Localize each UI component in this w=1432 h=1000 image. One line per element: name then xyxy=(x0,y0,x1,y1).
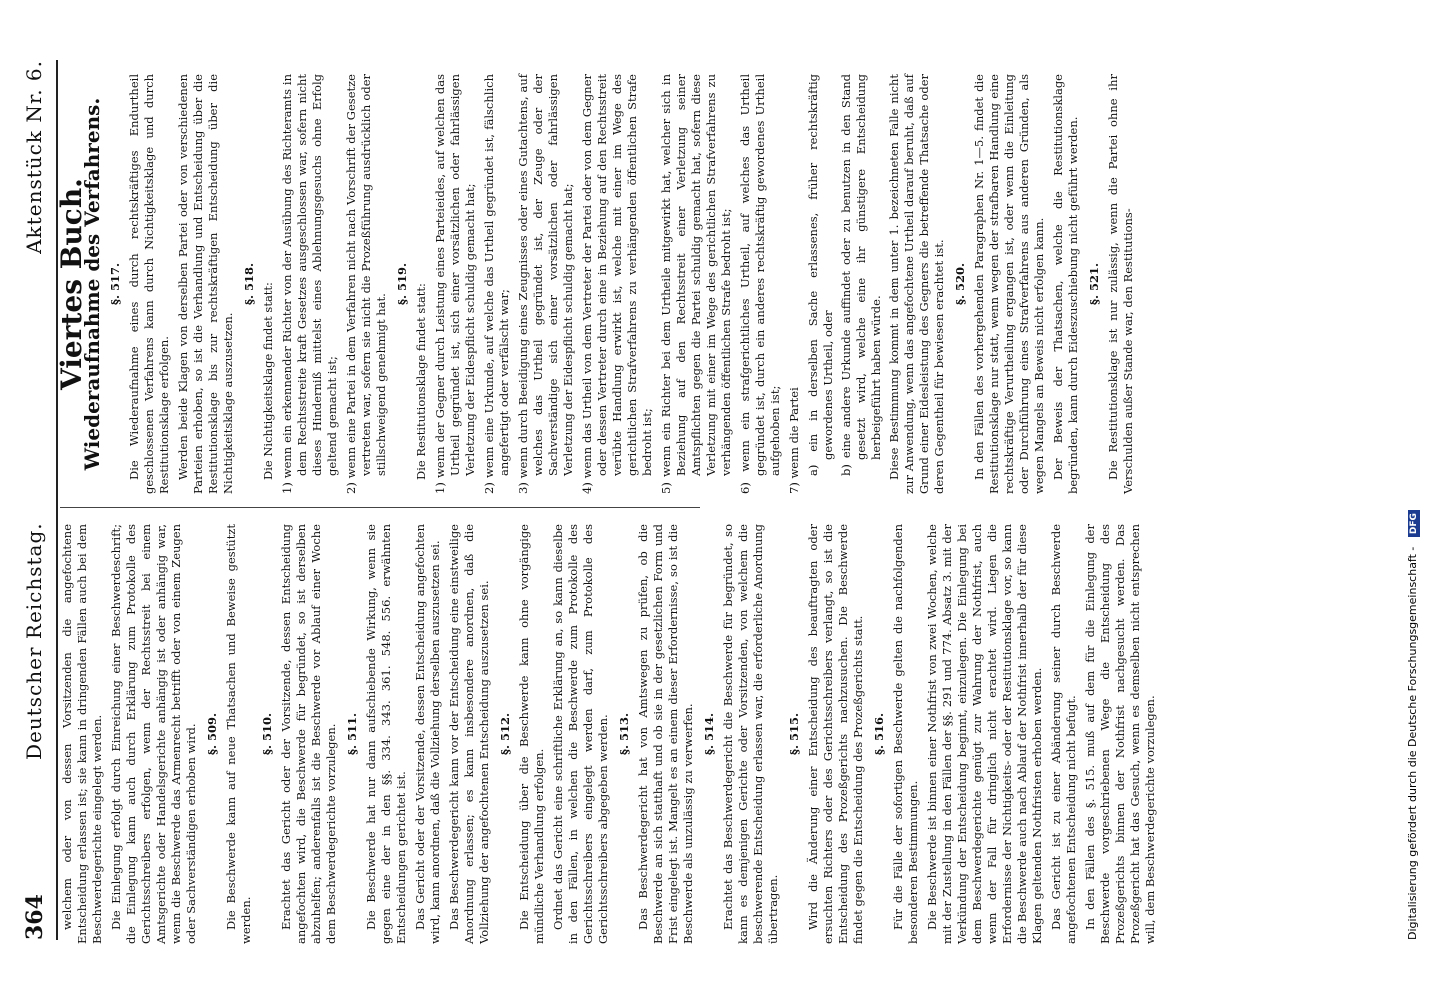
paragraph: Die Nichtigkeitsklage findet statt: xyxy=(261,282,275,480)
paragraph: Erachtet das Gericht oder der Vorsitzende, dessen Entscheidung angefochten wird, die Beschwerde für begründet, so ist derselben abzuhelfen; anderenfalls ist die Beschwerde vor Ablauf einer Woche dem Beschwerdegerichte vorzulegen. xyxy=(279,524,338,944)
sublist xyxy=(806,74,884,476)
running-title: Deutscher Reichstag. xyxy=(22,522,46,760)
list-item: 3) wenn durch Beeidigung eines Zeugnisses oder eines Gutachtens, auf welches das Urtheil gegründet ist, der Zeuge oder der Sachverständige sich einer vorsätzlichen oder fahrlässigen Verletzung der Eidespflicht schuldig gemacht hat; xyxy=(516,74,575,494)
sublist-item: a) ein in derselben Sache erlassenes, früher rechtskräftig gewordenes Urtheil, oder xyxy=(806,74,835,476)
paragraph: Das Gericht ist zu einer Abänderung seiner durch Beschwerde angefochtenen Entscheidung nicht befugt. xyxy=(1049,524,1078,944)
list-item: 5) wenn ein Richter bei dem Urtheile mitgewirkt hat, welcher sich in Beziehung auf den Rechtsstreit einer Verletzung seiner Amtspflichten gegen die Partei schuldig gemacht hat, sofern diese Verletzung mit einer im Wege des gerichtlichen Strafverfahrens zu verhängenden öffentlichen Strafe bedroht ist; xyxy=(659,74,733,494)
digitization-credit xyxy=(1406,60,1420,940)
paragraph: Diese Bestimmung kommt in dem unter 1. bezeichneten Falle nicht zur Anwendung, wenn das angefochtene Urtheil darauf beruht, daß auf Grund einer Eidesleistung des Gegners die betreffende Thatsache oder deren Gegentheil für bewiesen erachtet ist. xyxy=(887,74,946,494)
book-subtitle: Wiederaufnahme des Verfahrens. xyxy=(80,97,104,471)
paragraph: Werden beide Klagen von derselben Partei oder von verschiedenen Parteien erhoben, so ist die Verhandlung und Entscheidung über die Restitutionsklage bis zur rechtskräftigen Entscheidung über die Nichtigkeitsklage auszusetzen. xyxy=(176,74,235,494)
paragraph: Ordnet das Gericht eine schriftliche Erklärung an, so kann dieselbe in den Fällen, in welchen die Beschwerde zum Protokolle des Gerichtsschreibers eingelegt werden darf, zum Protokolle des Gerichtsschreibers abgegeben werden. xyxy=(551,524,610,944)
section-heading-509: §. 509. xyxy=(205,712,219,756)
credit-text: Digitalisierung gefördert durch die Deutsche Forschungsgemeinschaft - xyxy=(1406,546,1419,940)
section-heading-520: §. 520. xyxy=(953,262,967,306)
sublist-item: b) eine andere Urkunde auffindet oder zu benutzen in den Stand gesetzt wird, welche eine ihr günstigere Entscheidung herbeigeführt haben würde. xyxy=(839,74,883,476)
list-item: 6) wenn ein strafgerichtliches Urtheil, auf welches das Urtheil gegründet ist, durch ein anderes rechtskräftig gewordenes Urtheil aufgehoben ist; xyxy=(738,74,782,494)
paragraph: Die Beschwerde ist binnen einer Nothfrist von zwei Wochen, welche mit der Zustellung in den Fällen der §§. 291 und 774. Absatz 3. mit der Verkündung der Entscheidung beginnt, einzulegen. Die Einlegung bei dem Beschwerdegerichte genügt zur Wahrung der Nothfrist, auch wenn der Fall für dringlich nicht erachtet wird. Liegen die Erfordernisse der Nichtigkeits- oder der Restitutionsklage vor, so kann die Beschwerde auch nach Ablauf der Nothfrist innerhalb der für diese Klagen geltenden Nothfristen erhoben werden. xyxy=(925,524,1044,944)
paragraph: In den Fällen des vorhergehenden Paragraphen Nr. 1—5. findet die Restitutionsklage nur statt, wenn wegen der strafbaren Handlung eine rechtskräftige Verurtheilung ergangen ist, oder wenn die Einleitung oder Durchführung eines Strafverfahrens aus anderen Gründen, als wegen Mangels an Beweis nicht erfolgen kann. xyxy=(972,74,1046,494)
section-heading-512: §. 512. xyxy=(498,712,512,756)
list-item: 2) wenn eine Urkunde, auf welche das Urtheil gegründet ist, fälschlich angefertigt oder verfälscht war; xyxy=(482,74,511,494)
list xyxy=(433,74,802,494)
paragraph: Erachtet das Beschwerdegericht die Beschwerde für begründet, so kann es demjenigen Gerichte oder Vorsitzenden, von welchem die beschwerende Entscheidung erlassen war, die erforderliche Anordnung übertragen. xyxy=(721,524,780,944)
paragraph: Die Restitutionsklage findet statt: xyxy=(414,283,428,480)
list-item: 1) wenn ein erkennender Richter von der Ausübung des Richteramts in dem Rechtsstreite kraft Gesetzes ausgeschlossen war, sofern nicht dieses Hinderniß mittelst eines Ablehnungsgesuchs ohne Erfolg geltend gemacht ist; xyxy=(280,74,339,494)
column-divider xyxy=(60,507,700,508)
section-heading-515: §. 515. xyxy=(787,712,801,756)
paragraph: Die Beschwerde kann auf neue Thatsachen und Beweise gestützt werden. xyxy=(224,524,253,944)
section-heading-511: §. 511. xyxy=(345,712,359,756)
paragraph: Für die Fälle der sofortigen Beschwerde gelten die nachfolgenden besonderen Bestimmungen. xyxy=(891,524,920,944)
paragraph: Das Gericht oder der Vorsitzende, dessen Entscheidung angefochten wird, kann anordnen, daß die Vollziehung derselben auszusetzen sei. xyxy=(413,524,442,944)
list-item: 4) wenn das Urtheil von dem Vertreter der Partei oder von dem Gegner oder dessen Vertreter durch eine in Beziehung auf den Rechtsstreit verübte Handlung erwirkt ist, welche mit einer im Wege des gerichtlichen Strafverfahrens zu verhängenden öffentlichen Strafe bedroht ist; xyxy=(580,74,654,494)
paragraph: In den Fällen des §. 515. muß auf dem für die Einlegung der Beschwerde vorgeschriebenen Wege die Entscheidung des Prozeßgerichts binnen der Nothfrist nachgesucht werden. Das Prozeßgericht hat das Gesuch, wenn es demselben nicht entsprechen will, dem Beschwerdegerichte vorzulegen. xyxy=(1083,524,1157,944)
paragraph: Wird die Änderung einer Entscheidung des beauftragten oder ersuchten Richters oder des Gerichtsschreibers verlangt, so ist die Entscheidung des Prozeßgerichts nachzusuchen. Die Beschwerde findet gegen die Entscheidung des Prozeßgerichts statt. xyxy=(806,524,865,944)
paragraph: Die Restitutionsklage ist nur zulässig, wenn die Partei ohne ihr Verschulden außer Stande war, den Restitutions- xyxy=(1106,74,1135,494)
section-heading-521: §. 521. xyxy=(1087,262,1101,306)
dfg-logo: DFG xyxy=(1408,510,1420,537)
list-item: 1) wenn der Gegner durch Leistung eines Parteieides, auf welchen das Urtheil gegründet ist, sich einer vorsätzlichen oder fahrlässigen Verletzung der Eidespflicht schuldig gemacht hat; xyxy=(433,74,477,494)
list xyxy=(280,74,389,494)
page-header xyxy=(16,60,58,940)
appendix-label: Aktenstück Nr. 6. xyxy=(22,60,46,254)
left-column xyxy=(60,524,1162,944)
section-heading-513: §. 513. xyxy=(617,712,631,756)
paragraph: Die Entscheidung über die Beschwerde kann ohne vorgängige mündliche Verhandlung erfolgen. xyxy=(517,524,546,944)
paragraph: Der Beweis der Thatsachen, welche die Restitutionsklage begründen, kann durch Eideszuschiebung nicht geführt werden. xyxy=(1051,74,1080,494)
book-title: Viertes Buch. xyxy=(55,178,88,390)
paragraph: welchem oder von dessen Vorsitzenden die angefochtene Entscheidung erlassen ist; sie kann in dringenden Fällen auch bei dem Beschwerdegerichte eingelegt werden. xyxy=(60,524,104,944)
right-column xyxy=(55,74,1140,494)
list-item: 7) wenn die Partei xyxy=(787,387,801,494)
section-heading-518: §. 518. xyxy=(242,262,256,306)
section-heading-514: §. 514. xyxy=(702,712,716,756)
section-heading-519: §. 519. xyxy=(395,262,409,306)
paragraph: Die Einlegung erfolgt durch Einreichung einer Beschwerdeschrift; die Einlegung kann auch durch Erklärung zum Protokolle des Gerichtsschreibers erfolgen, wenn der Rechtsstreit bei einem Amtsgerichte oder Handelsgerichte anhängig ist oder anhängig war, wenn die Beschwerde das Armenrecht betrifft oder von einem Zeugen oder Sachverständigen erhoben wird. xyxy=(109,524,198,944)
page-number: 364 xyxy=(22,894,48,940)
paragraph: Die Beschwerde hat nur dann aufschiebende Wirkung, wenn sie gegen eine der in den §§. 334. 343. 361. 548. 556. erwähnten Entscheidungen gerichtet ist. xyxy=(364,524,408,944)
section-heading-516: §. 516. xyxy=(872,712,886,756)
paragraph: Die Wiederaufnahme eines durch rechtskräftiges Endurtheil geschlossenen Verfahrens kann durch Nichtigkeitsklage und durch Restitutionsklage erfolgen. xyxy=(127,74,171,494)
paragraph: Das Beschwerdegericht kann vor der Entscheidung eine einstweilige Anordnung erlassen; es kann insbesondere anordnen, daß die Vollziehung der angefochtenen Entscheidung auszusetzen sei. xyxy=(447,524,491,944)
list-item: 2) wenn eine Partei in dem Verfahren nicht nach Vorschrift der Gesetze vertreten war, sofern sie nicht die Prozeßführung ausdrücklich oder stillschweigend genehmigt hat. xyxy=(344,74,388,494)
section-heading-517: §. 517. xyxy=(108,262,122,306)
paragraph: Das Beschwerdegericht hat von Amtswegen zu prüfen, ob die Beschwerde an sich statthaft und ob sie in der gesetzlichen Form und Frist eingelegt ist. Mangelt es an einem dieser Erfordernisse, so ist die Beschwerde als unzulässig zu verwerfen. xyxy=(636,524,695,944)
section-heading-510: §. 510. xyxy=(260,712,274,756)
